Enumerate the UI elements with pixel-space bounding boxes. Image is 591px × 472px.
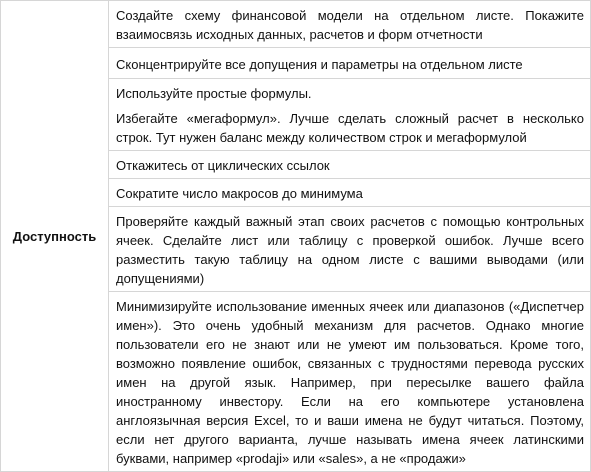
guideline-text: Сконцентрируйте все допущения и параметры на отдельном листе bbox=[116, 57, 523, 72]
guideline-cell bbox=[109, 1, 591, 48]
guideline-cell bbox=[109, 292, 591, 472]
guideline-cell bbox=[109, 151, 591, 179]
guideline-text: Избегайте «мегаформул». Лучше сделать сложный расчет в несколько строк. Тут нужен баланс между количеством строк и мегаформулой bbox=[116, 111, 584, 145]
guideline-text: Создайте схему финансовой модели на отдельном листе. Покажите взаимосвязь исходных данных, расчетов и форм отчетности bbox=[116, 8, 584, 42]
guideline-cell bbox=[109, 207, 591, 292]
guideline-cell bbox=[109, 48, 591, 79]
table-row bbox=[1, 1, 591, 48]
guideline-text: Откажитесь от циклических ссылок bbox=[116, 158, 330, 173]
guideline-text: Проверяйте каждый важный этап своих расчетов с помощью контрольных ячеек. Сделайте лист или таблицу с проверкой ошибок. Лучше всего разместить такую таблицу на одном листе с вашими выводами (или допущениями) bbox=[116, 214, 584, 286]
guideline-text: Используйте простые формулы. bbox=[116, 86, 312, 101]
guideline-cell bbox=[109, 179, 591, 207]
guideline-text: Минимизируйте использование именных ячеек или диапазонов («Диспетчер имен»). Это очень удобный механизм для расчетов. Однако многие пользователи его не знают или не умеют им пользоваться. Кроме того, возможно появление ошибок, связанных с трудностями перевода русских имен на другой язык. Например, при пересылке вашего файла иностранному инвестору. Если на его компьютере установлена англоязычная версия Excel, то и ваши имена не будут читаться. Поэтому, если нет другого варианта, лучше называть имена ячеек латинскими буквами, например «prodaji» или «sales», а не «продажи» bbox=[116, 299, 584, 466]
category-cell bbox=[1, 1, 109, 472]
category-label: Доступность bbox=[12, 228, 97, 244]
guideline-cell bbox=[109, 79, 591, 151]
guideline-text: Сократите число макросов до минимума bbox=[116, 186, 363, 201]
